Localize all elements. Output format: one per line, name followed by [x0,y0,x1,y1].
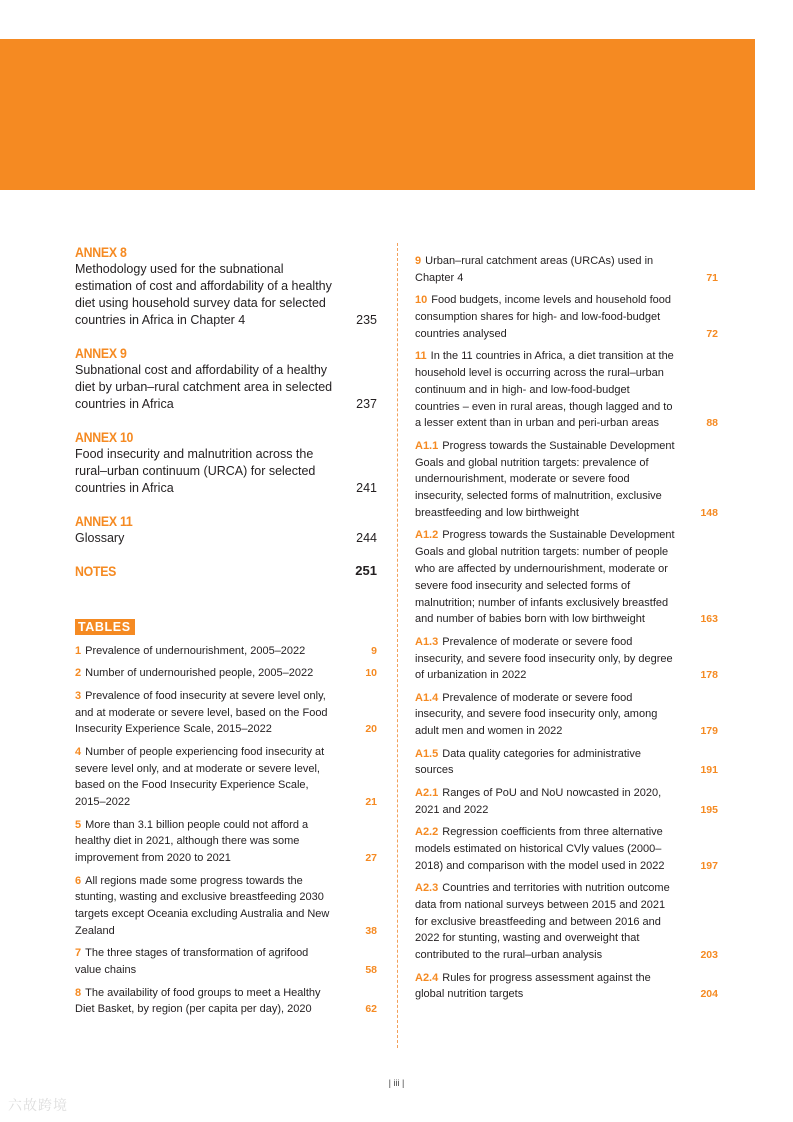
annex-page-number: 235 [356,313,377,327]
table-page-number: 197 [700,859,718,872]
table-entry[interactable] [75,873,377,940]
annex-page-number: 237 [356,397,377,411]
table-entry[interactable] [75,985,377,1019]
table-title: More than 3.1 billion people could not afford a healthy diet in 2021, although there was some improvement from 2020 to 2021 [75,818,309,865]
table-page-number: 88 [706,417,718,430]
right-column [415,253,718,1009]
annex-entry[interactable] [75,428,377,497]
annex-heading: ANNEX 10 [75,429,134,445]
annex-page-number: 244 [356,531,377,545]
table-page-number: 72 [706,327,718,340]
table-entry[interactable] [415,438,718,522]
table-title: Urban–rural catchment areas (URCAs) used in Chapter 4 [415,255,654,284]
annex-heading: ANNEX 11 [75,513,133,529]
table-page-number: 195 [700,803,718,816]
page-number: | iii | [388,1078,405,1088]
table-entry[interactable] [415,785,718,819]
table-page-number: 163 [700,613,718,626]
table-title: Number of undernourished people, 2005–2022 [85,667,314,680]
annex-title: Food insecurity and malnutrition across the rural–urban continuum (URCA) for selected countries in Africa [75,447,316,495]
table-entry[interactable] [415,824,718,874]
table-page-number: 38 [365,924,377,937]
table-page-number: 178 [700,669,718,682]
table-page-number: 27 [365,852,377,865]
table-page-number: 20 [365,723,377,736]
table-title: In the 11 countries in Africa, a diet transition at the household level is occurring across the rural–urban continuum and in high- and low-food-budget countries – even in rural areas, though lagged and to a lesser extent than in urban and peri-urban areas [415,350,674,430]
table-title: Regression coefficients from three alternative models estimated on historical CVly values (2000–2018) and comparison with the model used in 2022 [415,826,665,872]
table-page-number: 10 [365,667,377,680]
table-page-number: 204 [700,988,718,1001]
annex-title: Glossary [75,531,125,545]
table-number: A2.4 [415,971,439,984]
left-column [75,243,377,1024]
tables-list-right [415,253,718,1003]
table-title: Data quality categories for administrative sources [415,747,641,777]
table-page-number: 21 [365,796,377,809]
table-page-number: 191 [700,764,718,777]
table-entry[interactable] [75,643,377,660]
watermark-logo: 六故跨境 [8,1097,68,1113]
table-number: A2.3 [415,882,439,895]
table-number: A1.5 [415,747,439,760]
table-title: Food budgets, income levels and household food consumption shares for high- and low-food-budget countries analysed [415,294,671,340]
table-title: Number of people experiencing food insecurity at severe level only, and at moderate or severe level, based on the Food Insecurity Experience Scale, 2015–2022 [75,745,325,809]
notes-entry[interactable] [75,562,377,582]
column-divider [397,243,398,1048]
table-number: 5 [75,818,82,831]
table-entry[interactable] [415,292,718,342]
table-number: A1.1 [415,439,439,452]
table-page-number: 71 [706,271,718,284]
annex-title: Subnational cost and affordability of a healthy diet by urban–rural catchment area in selected countries in Africa [75,363,333,411]
annex-entry[interactable] [75,344,377,413]
table-title: Prevalence of undernourishment, 2005–2022 [85,645,306,657]
annex-heading: ANNEX 8 [75,244,127,260]
table-page-number: 179 [700,725,718,738]
table-number: 3 [75,689,82,702]
table-number: 1 [75,645,82,657]
table-page-number: 148 [700,506,718,519]
table-page-number: 9 [371,645,377,657]
table-entry[interactable] [415,880,718,964]
table-number: 10 [415,294,428,307]
table-entry[interactable] [415,634,718,684]
table-page-number: 203 [700,949,718,962]
table-entry[interactable] [75,817,377,867]
table-number: 2 [75,667,82,680]
table-number: A1.4 [415,691,439,704]
tables-list-left [75,643,377,1018]
table-entry[interactable] [415,970,718,1004]
annex-title: Methodology used for the subnational estimation of cost and affordability of a healthy diet using household survey data for selected countries in Africa in Chapter 4 [75,262,332,327]
annex-page-number: 241 [356,481,377,495]
table-entry[interactable] [75,688,377,738]
table-entry[interactable] [75,945,377,979]
table-number: 11 [415,350,427,363]
table-title: Countries and territories with nutrition outcome data from national surveys between 2015 and 2021 for exclusive breastfeeding and between 2016 and 2022 for stunting, wasting and overweight that contributed to the rural–urban analysis [415,882,670,962]
table-title: Prevalence of food insecurity at severe level only, and at moderate or severe level, based on the Food Insecurity Experience Scale, 2015–2022 [75,689,328,736]
table-title: Ranges of PoU and NoU nowcasted in 2020, 2021 and 2022 [415,786,662,816]
table-entry[interactable] [75,665,377,682]
table-entry[interactable] [415,253,718,287]
table-entry[interactable] [75,744,377,811]
table-title: Rules for progress assessment against the global nutrition targets [415,971,651,1001]
table-number: A2.1 [415,786,439,799]
notes-page-number: 251 [355,563,377,578]
table-title: The three stages of transformation of agrifood value chains [75,947,309,977]
table-entry[interactable] [415,690,718,740]
table-entry[interactable] [415,746,718,780]
table-title: Prevalence of moderate or severe food insecurity, and severe food insecurity only, among adult men and women in 2022 [415,691,658,738]
table-number: 4 [75,745,82,758]
annex-entry[interactable] [75,512,377,547]
table-number: A2.2 [415,826,439,839]
notes-heading: NOTES [75,563,117,579]
table-number: 6 [75,874,82,887]
table-number: 8 [75,986,82,999]
annex-heading: ANNEX 9 [75,345,127,361]
table-title: Progress towards the Sustainable Development Goals and global nutrition targets: prevalence of undernourishment, moderate or severe food insecurity, selected forms of malnutrition, exclusive breastfeeding and low birthweight [415,439,675,519]
table-page-number: 62 [365,1003,377,1016]
table-title: The availability of food groups to meet a Healthy Diet Basket, by region (per capita per day), 2020 [75,986,321,1016]
table-number: 7 [75,947,82,960]
annex-entry[interactable] [75,243,377,329]
table-number: 9 [415,255,422,267]
table-page-number: 58 [365,964,377,977]
header-banner [0,39,755,190]
tables-section-label: TABLES [75,619,135,635]
table-title: All regions made some progress towards the stunting, wasting and exclusive breastfeeding 2030 targets except Oceania excluding Australia and New Zealand [75,874,330,937]
table-number: A1.2 [415,529,439,542]
table-title: Prevalence of moderate or severe food insecurity, and severe food insecurity only, by degree of urbanization in 2022 [415,635,673,682]
table-title: Progress towards the Sustainable Development Goals and global nutrition targets: number of people who are affected by undernourishment, moderate or severe food insecurity and selected forms of malnutrition; number of infants exclusively breastfed and number of babies born with low birthweight [415,529,675,626]
table-number: A1.3 [415,635,439,648]
table-entry[interactable] [415,348,718,432]
table-entry[interactable] [415,527,718,628]
